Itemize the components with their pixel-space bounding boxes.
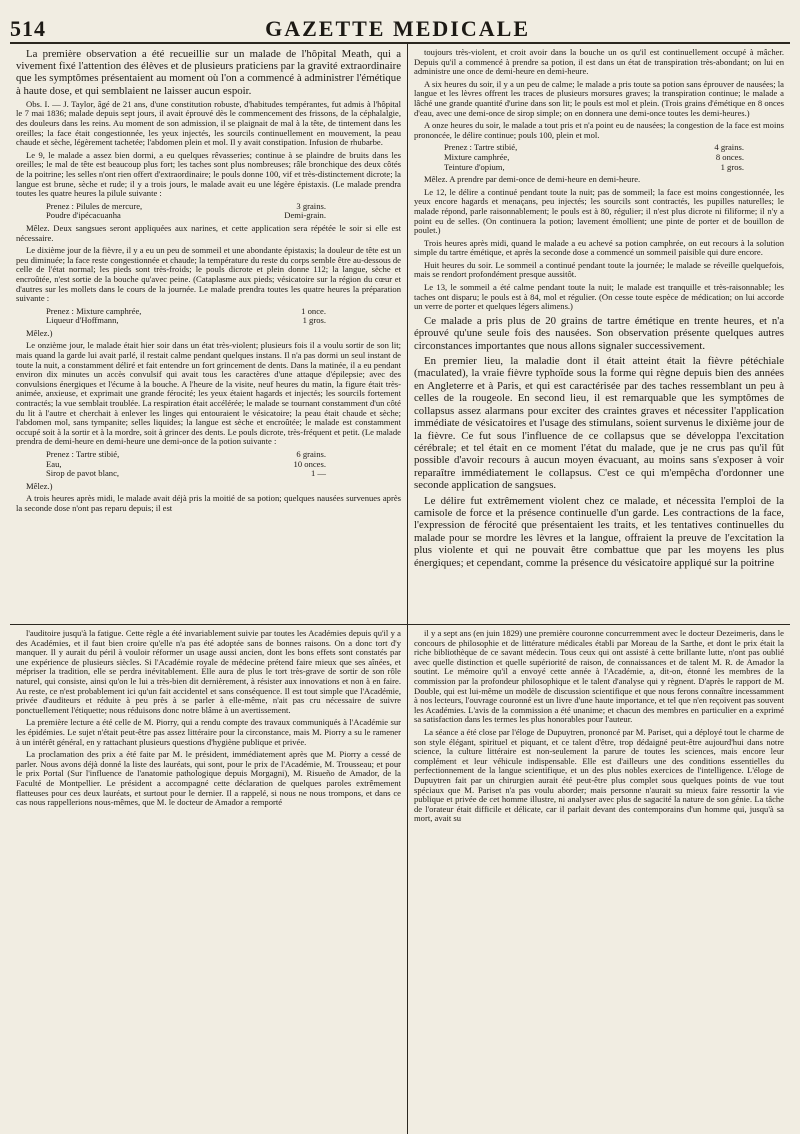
body-paragraph: Trois heures après midi, quand le malade a eu achevé sa potion camphrée, on eut recours à la solution simple du tartre émétique, et après la seconde dose a commencé un sommeil paisible qui dure encore.: [414, 237, 784, 258]
column-right: [408, 44, 790, 624]
prescription: [444, 143, 784, 172]
commentary-paragraph: Ce malade a pris plus de 20 grains de tartre émétique en trente heures, et n'a éprouvé qu'une seule fois des nausées. Son observation présente quelques autres circonstances importantes que nous allons signaler successivement.: [414, 314, 784, 352]
intro-paragraph: La première observation a été recueillie sur un malade de l'hôpital Meath, qui a vivement fixé l'attention des élèves et de plusieurs praticiens par la gravité extraordinaire que les symptômes présentaient au moment où l'on a commencé à administrer l'émétique à haute dose, et qui semblaient ne laisser aucun espoir.: [16, 48, 401, 97]
commentary-paragraph: Le délire fut extrêmement violent chez ce malade, et nécessita l'emploi de la camisole de force et la présence continuelle d'un garde. Les contractions de la face, l'expression de férocité que présentaient les traits, et les tentatives continuelles du malade pour se mordre les lèvres et la langue, offraient la preuve de l'excitation la plus violente et qui ne pouvait être combattue que par les moyens les plus énergiques; et cependant, comme la présence du vésicatoire appliqué sur la poitrine: [414, 494, 784, 569]
body-paragraph: Huit heures du soir. Le sommeil a continué pendant toute la journée; le malade se réveille quelquefois, mais se rendort profondément presque aussitôt.: [414, 259, 784, 280]
prescription-line: Prenez : Pilules de mercure, 3 grains.: [46, 200, 326, 211]
body-paragraph: il y a sept ans (en juin 1829) une première couronne concurremment avec le docteur Dezeimeris, dans le concours de philosophie et de littérature médicales établi par Moreau de la Sarthe, et dont le prix était la riche bibliothèque de ce savant médecin. Tous ceux qui ont assisté à cette brillante lutte, n'ont pas oublié avec quelle distinction et quelle supériorité de raison, de connaissances et de talent M. R. de Amador la soutint. Le mémoire qu'il a envoyé cette année à l'Académie, a, dit-on, étonné les membres de la commission par la profondeur philosophique et le talent d'analyse qui y règnent. D'après le rapport de M. Double, qui est lui-même un modèle de discussion scientifique et que nous ferons connaître incessamment à nos lecteurs, l'ouvrage couronné est un livre d'une haute importance, et tel que n'en reçoivent pas souvent les Académies. L'avis de la commission a été unanime; et chacun des membres en particulier en a exprimé sa satisfaction dans les termes les plus honorables pour l'auteur.: [414, 628, 784, 725]
prescription-line: Liqueur d'Hoffmann, 1 gros.: [46, 315, 326, 326]
prescription-line: Poudre d'ipécacuanha Demi-grain.: [46, 210, 326, 221]
body-paragraph: Mêlez. Deux sangsues seront appliquées aux narines, et cette application sera répétée le soir si elle est nécessaire.: [16, 222, 401, 243]
prescription: [46, 202, 401, 221]
page-header: [10, 8, 790, 44]
article-columns: [10, 44, 790, 625]
body-paragraph: Le 9, le malade a assez bien dormi, a eu quelques rêvasseries; continue à se plaindre de bruits dans les oreilles; le mal de tête est beaucoup plus fort; les taches sont plus nombreuses; râle bronchique des deux côtés de la poitrine; les selles n'ont rien offert d'extraordinaire; le pouls donne 100, vif et très-distinctement dicrote; la langue est brune, sèche et rude; il y a trois jours, le malade avait eu une légère épistaxis. (Le malade prendra toutes les quatre heures la pilule suivante :: [16, 149, 401, 199]
body-paragraph: A six heures du soir, il y a un peu de calme; le malade a pris toute sa potion sans éprouver de nausées; la langue et les lèvres offrent les traces de plusieurs morsures graves; la transpiration continue; le malade a lâché une grande quantité d'urine dans son lit; le pouls est mol et plein. (Trois grains d'émétique en 8 onces d'eau, avec une demi-once de sirop simple; on en donnera une demi-once toutes les demi-heures.): [414, 78, 784, 118]
prescription: [46, 450, 401, 479]
prescription-line: Sirop de pavot blanc, 1 —: [46, 468, 326, 479]
prescription-line: Prenez : Tartre stibié, 4 grains.: [444, 142, 744, 153]
column-left: [10, 44, 408, 624]
body-paragraph: La première lecture a été celle de M. Piorry, qui a rendu compte des travaux communiqués à l'Académie sur les épidémies. Le sujet n'était peut-être pas assez littéraire pour la circonstance, mais M. Piorry a su le ramener à un intérêt général, en y rattachant plusieurs questions d'hygiène publique et privée.: [16, 717, 401, 747]
body-paragraph: Le onzième jour, le malade était hier soir dans un état très-violent; plusieurs fois il a voulu sortir de son lit; mais quand la garde lui avait parlé, il restait calme pendant quelques instans. Il n'a pas dormi un seul instant de toute la nuit, a constamment déliré et fait entendre un fort grincement de dents. Dans la matinée, il a eu pendant environ dix minutes un accès convulsif qui avait tous les caractères d'une attaque d'épilepsie; avec des convulsions énergiques et l'écume à la bouche. A l'heure de la visite, neuf heures du matin, la figure était très-animée, anxieuse, et exprimait une grande férocité; les yeux étaient hagards et injectés; les sourcils fortement contractés; la vue semblait troublée. La respiration était accélérée; le malade se tournant constamment d'un côté du lit à l'autre et cherchait à enlever les linges qui entouraient le vésicatoire; la peau était chaude et sèche; l'abdomen mol, sans tympanite; selles liquides; la langue est sèche et encroûtée; le malade est constamment occupé soit à la sortir et à la mordre, soit à grincer des dents. Le pouls dicrote, très-fréquent et petit. (Le malade prendra de demi-heure en demi-heure une demi-once de la potion suivante :: [16, 340, 401, 447]
masthead: GAZETTE MEDICALE: [265, 16, 530, 41]
body-paragraph: Mêlez. A prendre par demi-once de demi-heure en demi-heure.: [424, 174, 641, 185]
prescription-line: Prenez : Tartre stibié, 6 grains.: [46, 449, 326, 459]
body-paragraph: Le dixième jour de la fièvre, il y a eu un peu de sommeil et une abondante épistaxis; la douleur de tête est un peu diminuée; la face reste congestionnée et chaude; la température du reste du corps semble être au-dessous de celle de l'état normal; les pieds sont très-froids; le pouls dicrote et plein donne 112; la langue, sèche et encroûtée, n'est sortie de la bouche qu'avec peine. (Cataplasme aux pieds; vésicatoire sur la région du cœur et d'autres sur les mollets dans le cours de la journée. Le malade prendra toutes les quatre heures la préparation suivante :: [16, 245, 401, 304]
feuilleton-left: [10, 625, 408, 1134]
body-paragraph: Le 12, le délire a continué pendant toute la nuit; pas de sommeil; la face est moins congestionnée, les yeux encore hagards et menaçans, peu injectés; les sourcils sont contractés, les pupilles naturelles; le malade répond, parle raisonnablement; le pouls est à 80, régulier; il n'est plus dicrote ni filiforme; il n'y a point eu de selles. (On continuera la potion; lavement émollient; une pinte de porter et de bouillon de poulet.): [414, 186, 784, 236]
observation-paragraph: Obs. I. — J. Taylor, âgé de 21 ans, d'une constitution robuste, d'habitudes tempérantes, fut admis à l'hôpital le 7 mai 1836; malade depuis sept jours, il avait éprouvé dès le commencement des frissons, de la céphalalgie, des douleurs dans les reins. Au moment de son admission, il se plaignait de mal à la tête, de tintement dans les oreilles; la face était congestionnée, les yeux injectés, les sourcils continuellement en mouvement, la peau chaude et sèche, légèrement tachetée; l'abdomen plein et mol. Il y avait constipation. Infusion de rhubarbe.: [16, 98, 401, 148]
feuilleton-section: [10, 625, 790, 1134]
body-paragraph: Le 13, le sommeil a été calme pendant toute la nuit; le malade est tranquille et très-raisonnable; les taches ont disparu; le pouls est à 84, mol et régulier. (On cesse toute espèce de médication; on lui accorde un verre de porter et quelques légers alimens.): [414, 282, 784, 312]
body-paragraph: La proclamation des prix a été faite par M. le président, immédiatement après que M. Piorry a cessé de parler. Nous avons déjà donné la liste des lauréats, qui sont, pour le prix de l'Académie, M. Trousseau; et pour le prix Portal (Sur l'influence de l'anatomie pathologique depuis Morgagni), M. Risueño de Amador, de la Faculté de Montpellier. Le président a accompagné cette déclaration de quelques paroles extrêmement flatteuses pour ces deux lauréats, et surtout pour le dernier. Il a rappelé, si nous ne nous trompons, et dans ce cas nous rappellerions nous-mêmes, que M. le docteur de Amador a remporté: [16, 749, 401, 808]
body-paragraph: A trois heures après midi, le malade avait déjà pris la moitié de sa potion; quelques nausées survenues après la seconde dose n'ont pas reparu depuis; il est: [16, 493, 401, 513]
prescription-line: Mixture camphrée, 8 onces.: [444, 151, 744, 162]
body-paragraph: La séance a été close par l'éloge de Dupuytren, prononcé par M. Pariset, qui a déployé tout le charme de son style élégant, spirituel et piquant, et ce talent d'être, trop dédaigné peut-être aujourd'hui dans notre science, la culture littéraire est non-seulement la parure de toutes les sciences, mais encore leur complément et leur véhicule indispensable. Elle est d'ailleurs une des conditions essentielles du perfectionnement de la langue scientifique, et un des plus nobles exercices de l'intelligence. L'éloge de Dupuytren fait par un chirurgien aurait été peut-être plus complet sous quelques points de vue tout spéciaux que M. Pariset n'a pas voulu aborder; mais personne n'aurait su mieux faire ressortir la vie publique et privée de cet homme illustre, ni analyser avec plus de sagacité la nature de son génie. La tâche de l'orateur était difficile et délicate, car il parlait devant des contemporains d'un homme qui, jusqu'à sa mort, avait su: [414, 726, 784, 824]
page-number: 514: [10, 16, 46, 41]
body-paragraph: l'auditoire jusqu'à la fatigue. Cette règle a été invariablement suivie par toutes les Académies depuis qu'il y a des Académies, et il faut bien croire qu'elle n'a pas été adoptée sans de bonnes raisons. On a donc tort d'y manquer. Il y aurait du péril à vouloir réformer un usage aussi ancien, dont les bons effets sont constatés par une expérience de plusieurs siècles. Si l'Académie royale de médecine prétend faire mieux que ses aînées, et mépriser la tradition, elle se perdra inévitablement. Elle aura de plus le tort très-grave de sortir de son rôle naturel, qui consiste, ainsi qu'on le lui a très-bien dit dernièrement, à résister aux innovations et non à en faire. Au reste, ce n'est probablement ici qu'un fait accidentel et sans conséquence. Il est tout simple que l'Académie, privée d'auditeurs et réduite à peu près à se parler à elle-même, n'ait pas cru nécessaire de suivre ponctuellement l'étiquette; nous réduisons donc notre blâme à un avertissement.: [16, 628, 401, 715]
body-paragraph: A onze heures du soir, le malade a tout pris et n'a point eu de nausées; la congestion de la face est moins prononcée, le délire continue; pouls 100, plein et mol.: [414, 120, 784, 140]
feuilleton-right: [408, 625, 790, 1134]
prescription-line: Prenez : Mixture camphrée, 1 once.: [46, 305, 326, 316]
prescription-line: Teinture d'opium, 1 gros.: [444, 161, 744, 172]
body-paragraph: Mêlez.): [26, 327, 53, 338]
body-paragraph: Mêlez.): [26, 480, 53, 491]
prescription-line: Eau, 10 onces.: [46, 458, 326, 469]
prescription: [46, 307, 401, 326]
body-paragraph: toujours très-violent, et croit avoir dans la bouche un os qu'il est continuellement occupé à mâcher. Depuis qu'il a commencé à prendre sa potion, il est dans un état de transpiration très-abondant; on lui en administre une once de demi-heure en demi-heure.: [414, 47, 784, 77]
commentary-paragraph: En premier lieu, la maladie dont il était atteint était la fièvre pétéchiale (maculated), la vraie fièvre typhoïde sous la forme qui règne depuis bien des années en Angleterre et à Paris, et qui est caractérisée par des taches ressemblant un peu à celles de la rougeole. En second lieu, il est remarquable que les symptômes de collapsus assez alarmans pour exciter des craintes graves et nécessiter l'application immédiate de vésicatoires et l'usage des stimulans, soient survenus le dixième jour de la fièvre. Ce fut sous l'influence de ce collapsus que se développa l'excitation cérébrale; et tel était en ce moment l'état du malade, que je ne crus pas qu'il fût possible d'avoir recours à aucun moyen évacuant, au moins sans s'exposer à voir reparaître immédiatement le collapsus. C'est ce qui m'empêcha d'ordonner une seconde application de sangsues.: [414, 355, 784, 492]
